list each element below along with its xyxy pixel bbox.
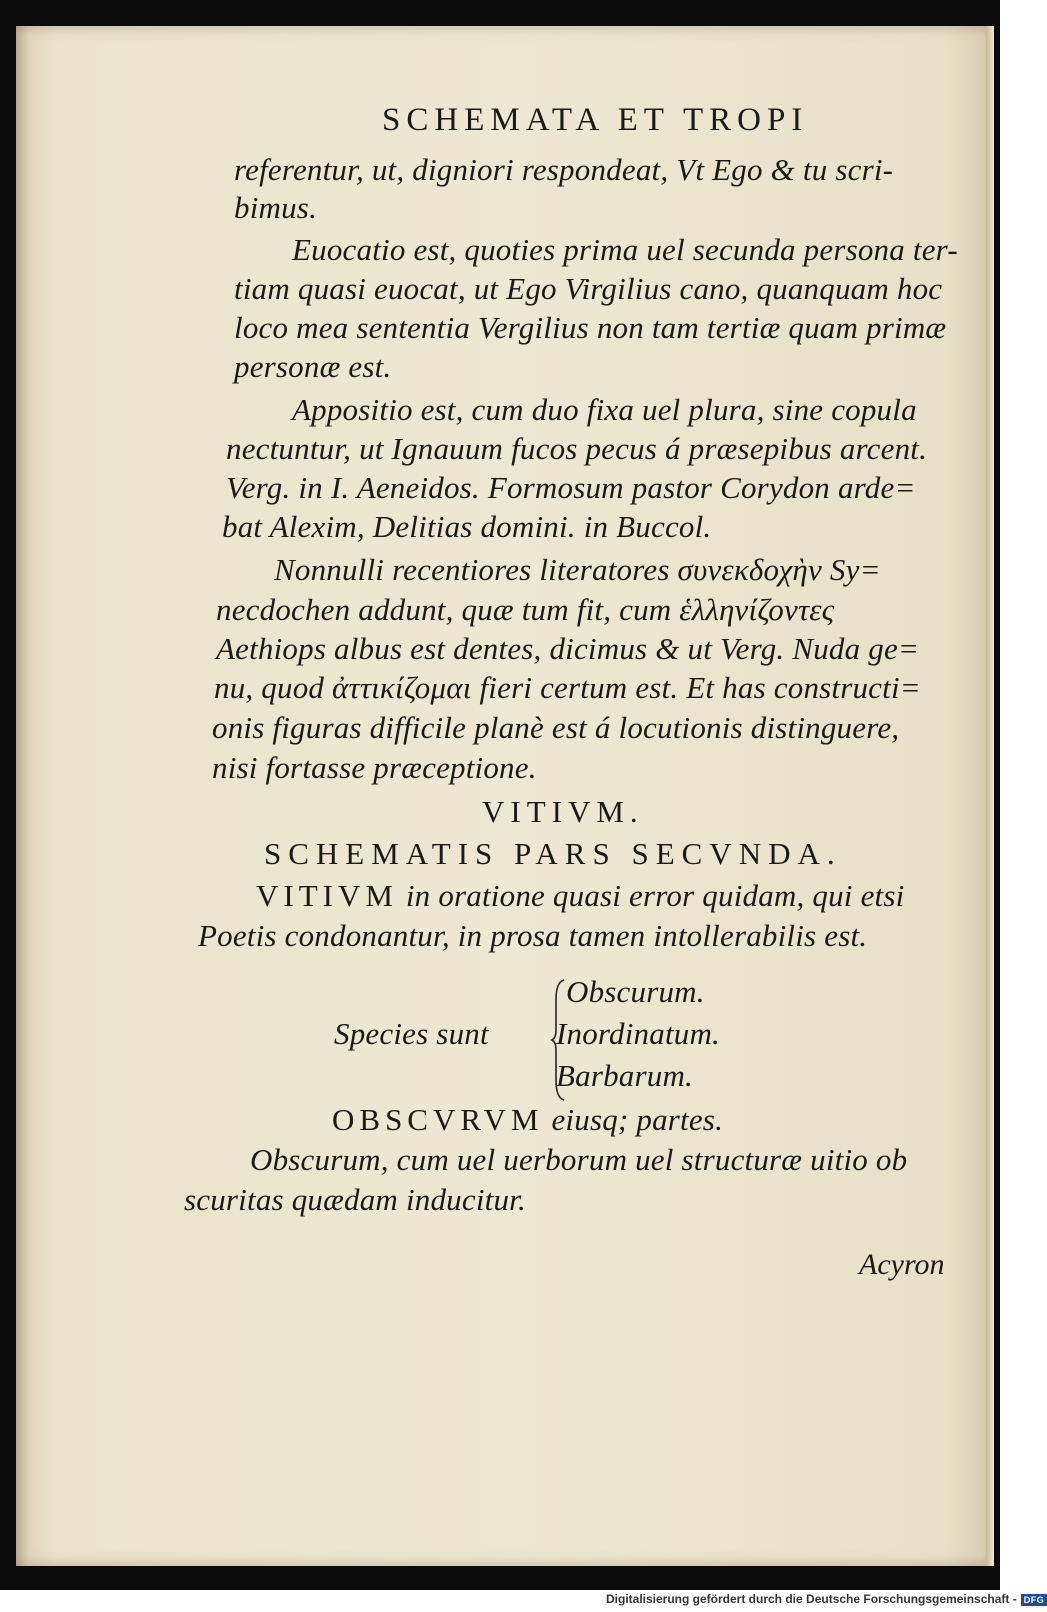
- body-line: bimus.: [234, 190, 318, 225]
- vitium-heading: VITIVM.: [482, 794, 644, 829]
- body-line: onis figuras difficile planè est á locutionis distinguere,: [212, 710, 900, 745]
- body-line: necdochen addunt, quæ tum fit, cum ἑλληνίζοντες: [216, 592, 835, 627]
- body-line: personæ est.: [234, 349, 392, 384]
- body-line: Obscurum, cum uel uerborum uel structuræ uitio ob: [250, 1142, 908, 1177]
- body-line: loco mea sententia Vergilius non tam tertiæ quam primæ: [234, 310, 947, 345]
- obscurum-word: OBSCVRVM: [332, 1102, 544, 1137]
- vitium-definition-text: in oratione quasi error quidam, qui etsi: [397, 878, 905, 913]
- credit-text: Digitalisierung gefördert durch die Deutsche Forschungsgemeinschaft -: [606, 1592, 1017, 1606]
- vitium-word: VITIVM: [256, 878, 398, 913]
- body-line: referentur, ut, digniori respondeat, Vt Ego & tu scri-: [234, 152, 894, 187]
- book-page: [16, 26, 994, 1566]
- species-item: Obscurum.: [566, 974, 705, 1009]
- body-line: scuritas quædam inducitur.: [184, 1182, 526, 1217]
- page-text: [16, 26, 994, 1566]
- body-line: nisi fortasse præceptione.: [212, 750, 537, 785]
- digitization-credit: [606, 1592, 1047, 1606]
- species-label: Species sunt: [334, 1016, 489, 1051]
- body-line: bat Alexim, Delitias domini. in Buccol.: [222, 509, 712, 544]
- catchword: Acyron: [859, 1248, 945, 1281]
- body-line: Euocatio est, quoties prima uel secunda persona ter-: [292, 232, 958, 267]
- vitium-definition-line: [256, 878, 904, 914]
- body-line: tiam quasi euocat, ut Ego Virgilius cano, quanquam hoc: [234, 271, 943, 306]
- section-heading: SCHEMATIS PARS SECVNDA.: [264, 836, 842, 871]
- obscurum-heading-text: eiusq; partes.: [543, 1102, 724, 1137]
- running-header: SCHEMATA ET TROPI: [382, 102, 809, 138]
- body-line: Appositio est, cum duo fixa uel plura, sine copula: [292, 392, 917, 427]
- obscurum-heading: [332, 1102, 723, 1138]
- body-line: Nonnulli recentiores literatores συνεκδοχὴν Sy=: [274, 552, 881, 587]
- species-item: Barbarum.: [556, 1058, 694, 1093]
- body-line: Aethiops albus est dentes, dicimus & ut Verg. Nuda ge=: [216, 631, 920, 666]
- dfg-logo: DFG: [1021, 1594, 1047, 1606]
- body-line: nectuntur, ut Ignauum fucos pecus á præsepibus arcent.: [226, 431, 928, 466]
- body-line: nu, quod ἀττικίζομαι fieri certum est. Et has constructi=: [214, 670, 921, 705]
- body-line: Verg. in I. Aeneidos. Formosum pastor Corydon arde=: [226, 470, 916, 505]
- species-item: Inordinatum.: [556, 1016, 720, 1051]
- vitium-definition-line: Poetis condonantur, in prosa tamen intollerabilis est.: [198, 918, 868, 953]
